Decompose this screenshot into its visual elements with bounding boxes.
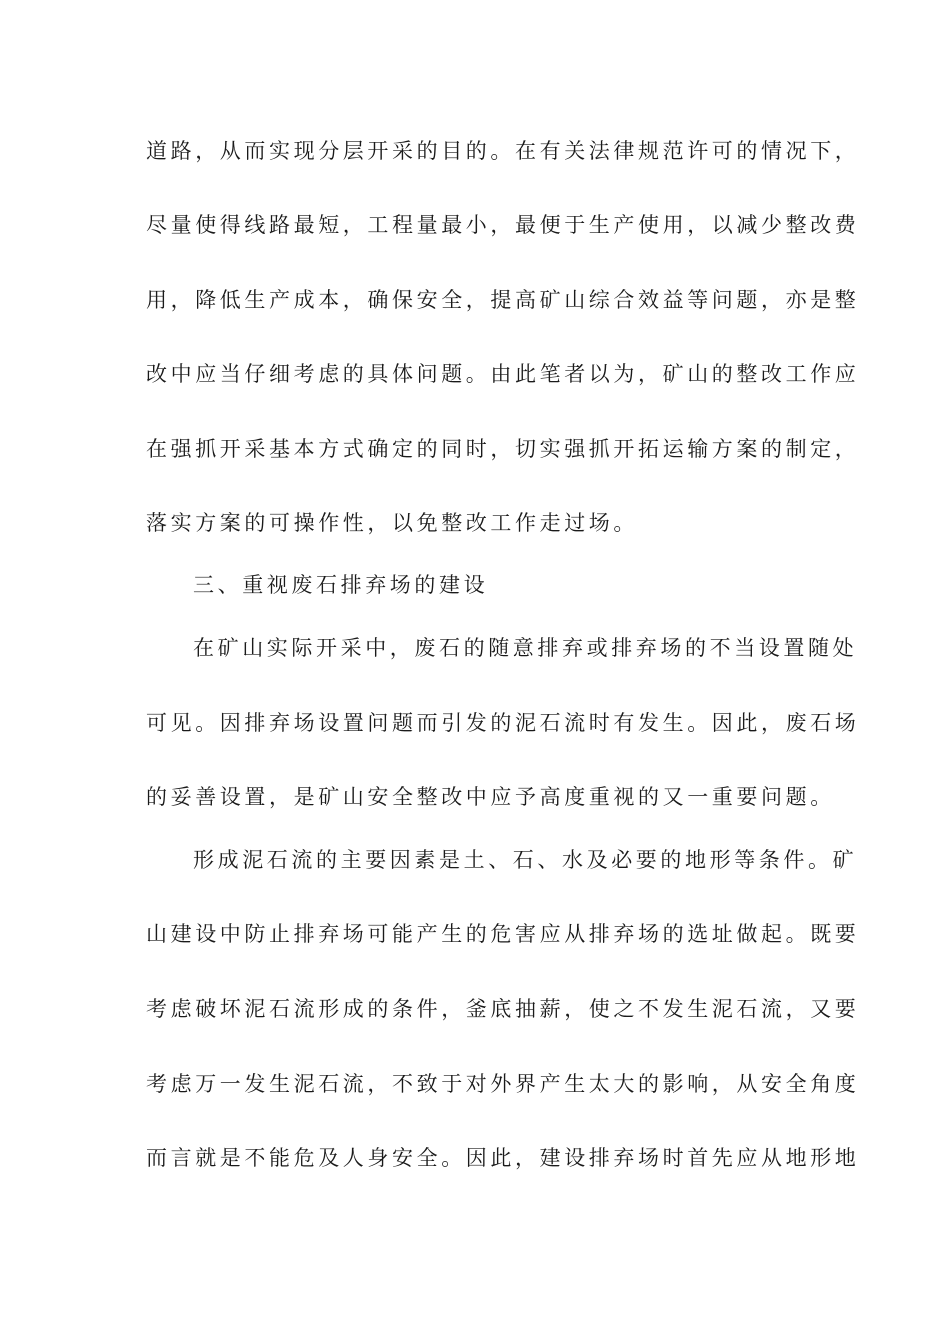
section-heading: 三、重视废石排弃场的建设 — [193, 573, 489, 597]
paragraph-line: 山建设中防止排弃场可能产生的危害应从排弃场的选址做起。既要 — [146, 922, 860, 946]
paragraph-line: 可见。因排弃场设置问题而引发的泥石流时有发生。因此，废石场 — [146, 711, 860, 735]
paragraph-line: 的妥善设置，是矿山安全整改中应予高度重视的又一重要问题。 — [146, 785, 835, 809]
paragraph-line: 考虑破坏泥石流形成的条件，釜底抽薪，使之不发生泥石流，又要 — [146, 997, 860, 1021]
paragraph-line: 在矿山实际开采中，废石的随意排弃或排弃场的不当设置随处 — [193, 636, 858, 660]
paragraph-line: 用，降低生产成本，确保安全，提高矿山综合效益等问题，亦是整 — [146, 288, 860, 312]
paragraph-line: 道路，从而实现分层开采的目的。在有关法律规范许可的情况下， — [146, 139, 860, 163]
paragraph-line: 尽量使得线路最短，工程量最小，最便于生产使用，以减少整改费 — [146, 213, 860, 237]
paragraph-line: 考虑万一发生泥石流，不致于对外界产生太大的影响，从安全角度 — [146, 1072, 860, 1096]
paragraph-line: 改中应当仔细考虑的具体问题。由此笔者以为，矿山的整改工作应 — [146, 362, 860, 386]
paragraph-line: 落实方案的可操作性，以免整改工作走过场。 — [146, 511, 638, 535]
paragraph-line: 而言就是不能危及人身安全。因此，建设排弃场时首先应从地形地 — [146, 1146, 860, 1170]
paragraph-line: 在强抓开采基本方式确定的同时，切实强抓开拓运输方案的制定， — [146, 437, 860, 461]
paragraph-line: 形成泥石流的主要因素是土、石、水及必要的地形等条件。矿 — [193, 848, 858, 872]
